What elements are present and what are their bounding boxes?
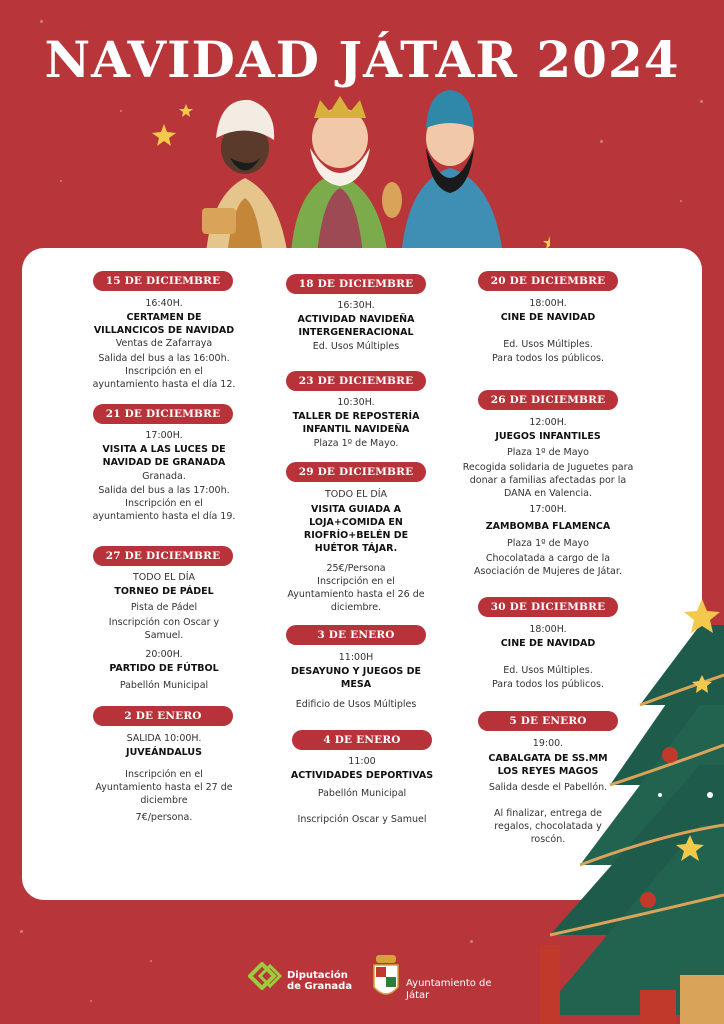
- event-note: Inscripción en el: [125, 498, 203, 509]
- event-note: Ayuntamiento hasta el 27 de: [95, 782, 233, 793]
- event-title: JUVEÁNDALUS: [126, 747, 202, 758]
- event-note: Para todos los públicos.: [491, 679, 604, 690]
- event-place: Ed. Usos Múltiples.: [503, 665, 593, 676]
- event-title: VILLANCICOS DE NAVIDAD: [93, 325, 235, 336]
- event-title: PARTIDO DE FÚTBOL: [109, 663, 219, 674]
- event-place: Granada.: [142, 471, 186, 482]
- event-note: regalos, chocolatada y: [494, 821, 602, 832]
- event-time: TODO EL DÍA: [132, 572, 196, 583]
- event-note: Al finalizar, entrega de: [494, 808, 602, 819]
- event-place: Ventas de Zafarraya: [115, 338, 213, 349]
- event-time: 20:00H.: [145, 649, 183, 660]
- event-time: 11:00: [348, 756, 376, 767]
- event-note: ayuntamiento hasta el día 12.: [92, 379, 236, 390]
- event-place: Salida desde el Pabellón.: [488, 782, 608, 793]
- event-note: Inscripción en el: [125, 769, 203, 780]
- event-time: 10:30H.: [337, 397, 375, 408]
- event-time: 12:00H.: [529, 417, 567, 428]
- event-time: 17:00H.: [529, 504, 567, 515]
- date-pill: 29 DE DICIEMBRE: [286, 462, 426, 482]
- ayuntamiento-line-1: Ayuntamiento de: [406, 978, 492, 989]
- date-pill: 2 DE ENERO: [93, 706, 233, 726]
- diputacion-line-1: Diputación: [287, 970, 348, 981]
- event-title: CERTAMEN DE: [126, 312, 202, 323]
- event-note: donar a familias afectadas por la: [469, 475, 627, 486]
- christmas-tree-illustration: [540, 595, 724, 1024]
- date-pill: 20 DE DICIEMBRE: [478, 271, 618, 291]
- ayuntamiento-logo-text: [406, 978, 492, 1002]
- event-note: roscón.: [530, 834, 566, 845]
- event-place: Pista de Pádel: [130, 602, 198, 613]
- event-title: CINE DE NAVIDAD: [500, 312, 596, 323]
- event-place: Pabellón Municipal: [119, 680, 209, 691]
- event-place: Ed. Usos Múltiples.: [503, 339, 593, 350]
- event-note: Ayuntamiento hasta el 26 de: [287, 589, 425, 600]
- date-pill: 5 DE ENERO: [478, 711, 618, 731]
- event-title: HUÉTOR TÁJAR.: [314, 543, 398, 554]
- event-title: DESAYUNO Y JUEGOS DE: [291, 666, 421, 677]
- date-pill: 3 DE ENERO: [286, 625, 426, 645]
- event-title: INTERGENERACIONAL: [298, 327, 414, 338]
- diputacion-line-2: de Granada: [287, 981, 353, 992]
- event-time: 16:40H.: [145, 298, 183, 309]
- event-time: TODO EL DÍA: [324, 489, 388, 500]
- event-place: Pabellón Municipal: [317, 788, 407, 799]
- event-note: Inscripción Oscar y Samuel: [297, 814, 427, 825]
- event-title: NAVIDAD DE GRANADA: [102, 457, 226, 468]
- event-note: Inscripción con Oscar y: [108, 617, 220, 628]
- event-price: 7€/persona.: [135, 812, 193, 823]
- event-title: ACTIVIDADES DEPORTIVAS: [290, 770, 434, 781]
- jatar-coat-of-arms-icon: [370, 953, 402, 1003]
- event-place: Plaza 1º de Mayo: [507, 447, 589, 458]
- event-title: TORNEO DE PÁDEL: [114, 586, 214, 597]
- event-time: 18:00H.: [529, 624, 567, 635]
- date-pill: 15 DE DICIEMBRE: [93, 271, 233, 291]
- event-note: Recogida solidaria de Juguetes para: [462, 462, 634, 473]
- event-place: Plaza 1º de Mayo: [507, 538, 589, 549]
- date-pill: 23 DE DICIEMBRE: [286, 371, 426, 391]
- date-pill: 4 DE ENERO: [292, 730, 432, 750]
- event-note: Para todos los públicos.: [491, 353, 604, 364]
- event-note: Salida del bus a las 17:00h.: [98, 485, 230, 496]
- date-pill: 21 DE DICIEMBRE: [93, 404, 233, 424]
- event-note: diciembre.: [330, 602, 382, 613]
- event-title: MESA: [340, 679, 372, 690]
- event-note: ayuntamiento hasta el día 19.: [92, 511, 236, 522]
- date-pill: 18 DE DICIEMBRE: [286, 274, 426, 294]
- diputacion-logo-icon: [248, 962, 282, 990]
- event-time: SALIDA 10:00H.: [126, 733, 202, 744]
- event-title: ZAMBOMBA FLAMENCA: [485, 521, 611, 532]
- event-time: 19:00.: [532, 738, 564, 749]
- event-title: CINE DE NAVIDAD: [500, 638, 596, 649]
- event-note: Asociación de Mujeres de Játar.: [474, 566, 622, 577]
- event-title: LOJA+COMIDA EN: [309, 517, 403, 528]
- event-note: Salida del bus a las 16:00h.: [98, 353, 230, 364]
- event-title: VISITA GUIADA A: [311, 504, 401, 515]
- date-pill: 30 DE DICIEMBRE: [478, 597, 618, 617]
- event-place: Ed. Usos Múltiples: [312, 341, 400, 352]
- ayuntamiento-line-2: Játar: [406, 990, 430, 1001]
- event-time: 17:00H.: [145, 430, 183, 441]
- event-note: Inscripción en el: [317, 576, 395, 587]
- event-title: LOS REYES MAGOS: [497, 766, 599, 777]
- date-pill: 27 DE DICIEMBRE: [93, 546, 233, 566]
- event-time: 18:00H.: [529, 298, 567, 309]
- event-title: INFANTIL NAVIDEÑA: [302, 424, 410, 435]
- event-price: 25€/Persona: [326, 563, 386, 574]
- event-note: Samuel.: [144, 630, 184, 641]
- event-place: Plaza 1º de Mayo.: [313, 438, 399, 449]
- event-title: VISITA A LAS LUCES DE: [102, 444, 226, 455]
- event-time: 16:30H.: [337, 300, 375, 311]
- date-pill: 26 DE DICIEMBRE: [478, 390, 618, 410]
- event-title: TALLER DE REPOSTERÍA: [292, 411, 420, 422]
- event-note: Inscripción en el: [125, 366, 203, 377]
- page-title: NAVIDAD JÁTAR 2024: [44, 30, 680, 89]
- event-note: Chocolatada a cargo de la: [485, 553, 611, 564]
- event-title: RIOFRÍO+BELÉN DE: [303, 530, 409, 541]
- event-time: 11:00H: [338, 652, 374, 663]
- event-title: CABALGATA DE SS.MM: [488, 753, 608, 764]
- event-note: diciembre: [140, 795, 188, 806]
- event-title: JUEGOS INFANTILES: [495, 431, 601, 442]
- star-icon: [152, 124, 176, 146]
- event-note: DANA en Valencia.: [504, 488, 592, 499]
- diputacion-logo-text: [287, 970, 352, 992]
- event-title: ACTIVIDAD NAVIDEÑA: [297, 314, 415, 325]
- event-place: Edificio de Usos Múltiples: [295, 699, 417, 710]
- star-icon: [179, 104, 193, 117]
